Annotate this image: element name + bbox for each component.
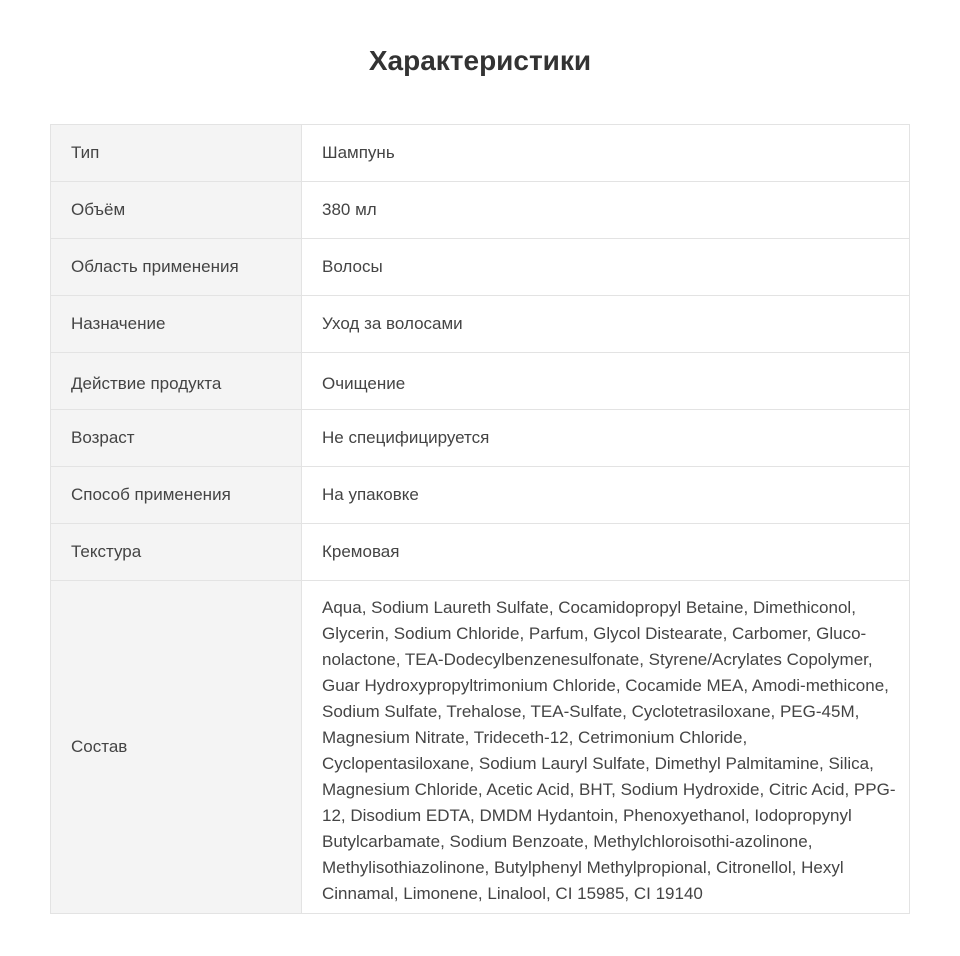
page-title: Характеристики: [368, 45, 592, 76]
spec-row-type: [51, 125, 910, 182]
spec-label: Область применения: [51, 239, 302, 296]
spec-value: Aqua, Sodium Laureth Sulfate, Cocamidopropyl Betaine, Dimethiconol, Glycerin, Sodium Chloride, Parfum, Glycol Distearate, Carbomer, Gluco-nolactone, TEA-Dodecylbenzenesulfonate, Styrene/Acrylates Copolymer, Guar Hydroxypropyltrimonium Chloride, Cocamide MEA, Amodi-methicone, Sodium Sulfate, Trehalose, TEA-Sulfate, Cyclotetrasiloxane, PEG-45M, Magnesium Nitrate, Trideceth-12, Cetrimonium Chloride, Cyclopentasiloxane, Sodium Lauryl Sulfate, Dimethyl Palmitamine, Silica, Magnesium Chloride, Acetic Acid, BHT, Sodium Hydroxide, Citric Acid, PPG-12, Disodium EDTA, DMDM Hydantoin, Phenoxyethanol, Iodopropynyl Butylcarbamate, Sodium Benzoate, Methylchloroisothi-azolinone, Methylisothiazolinone, Butylphenyl Methylpropional, Citronellol, Hexyl Cinnamal, Limonene, Linalool, CI 15985, CI 19140: [302, 581, 910, 914]
specifications-table: [50, 124, 910, 914]
spec-row-product-action: [51, 353, 910, 410]
spec-value: Уход за волосами: [302, 296, 910, 353]
spec-label: Способ применения: [51, 467, 302, 524]
spec-row-age: [51, 410, 910, 467]
spec-label: Объём: [51, 182, 302, 239]
spec-value: Очищение: [302, 353, 910, 410]
spec-label: Текстура: [51, 524, 302, 581]
spec-value: Шампунь: [302, 125, 910, 182]
spec-label: Тип: [51, 125, 302, 182]
spec-value: Волосы: [302, 239, 910, 296]
spec-row-usage-method: [51, 467, 910, 524]
spec-value: Не специфицируется: [302, 410, 910, 467]
spec-row-volume: [51, 182, 910, 239]
spec-label: Назначение: [51, 296, 302, 353]
spec-label: Возраст: [51, 410, 302, 467]
spec-value: 380 мл: [302, 182, 910, 239]
spec-label: Действие продукта: [51, 353, 302, 410]
spec-row-composition: [51, 581, 910, 914]
spec-row-texture: [51, 524, 910, 581]
spec-row-purpose: [51, 296, 910, 353]
spec-value: На упаковке: [302, 467, 910, 524]
spec-value: Кремовая: [302, 524, 910, 581]
spec-row-application-area: [51, 239, 910, 296]
spec-label: Состав: [51, 581, 302, 914]
